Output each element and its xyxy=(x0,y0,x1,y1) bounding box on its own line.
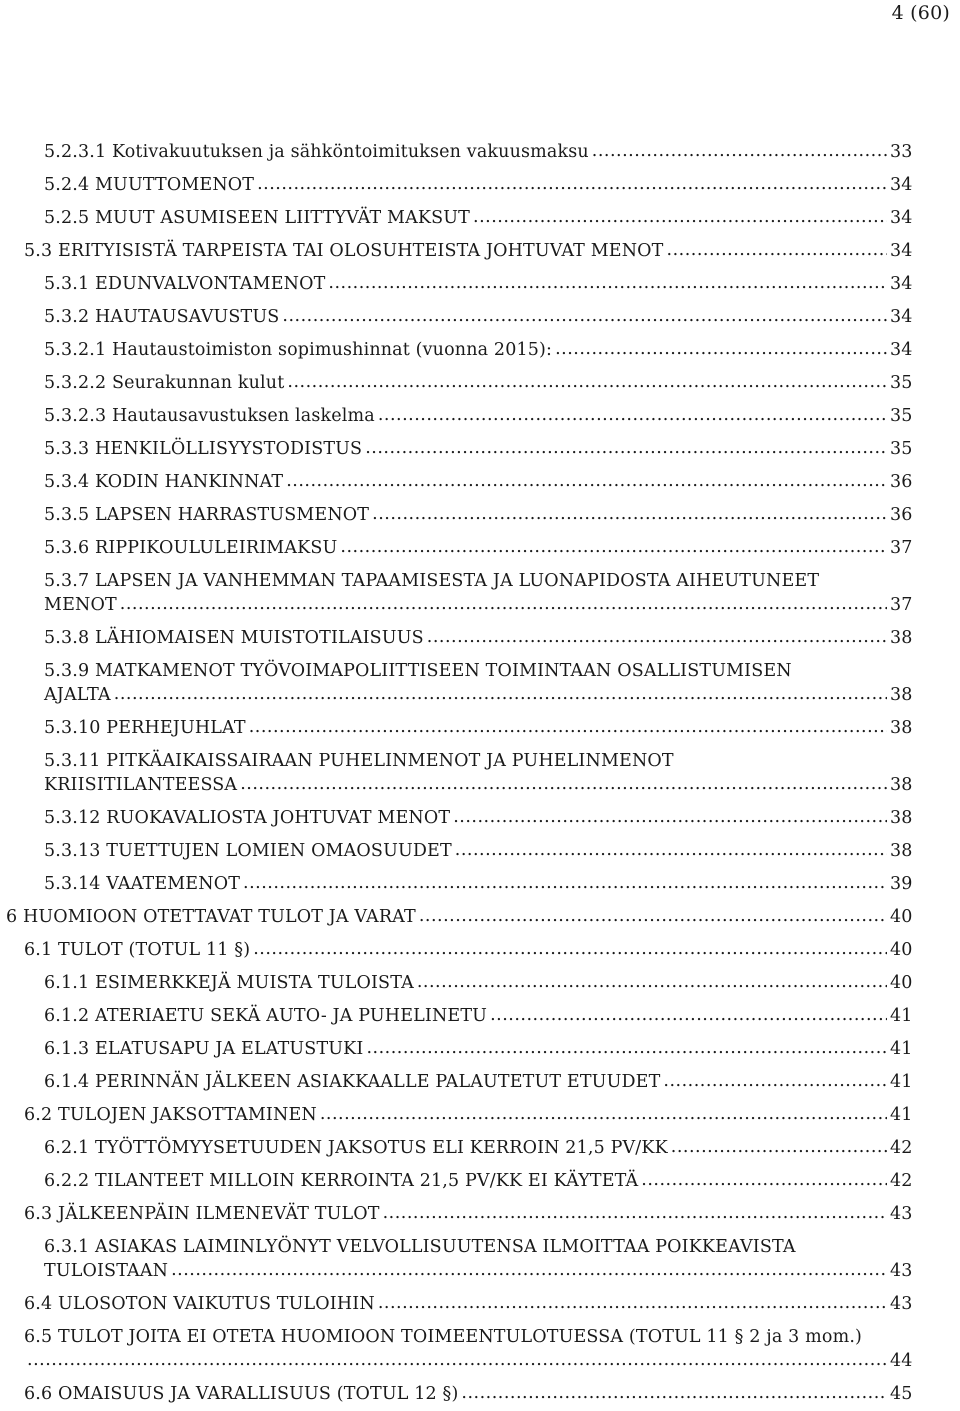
toc-entry-page: 38 xyxy=(890,775,913,795)
toc-entry[interactable] xyxy=(6,905,912,929)
toc-entry-title: 6.2.1 TYÖTTÖMYYSETUUDEN JAKSOTUS ELI KERROIN 21,5 PV/KK xyxy=(44,1138,668,1158)
toc-entry-page: 33 xyxy=(890,142,913,162)
dot-leader xyxy=(320,1102,887,1126)
dot-leader xyxy=(378,403,887,427)
toc-entry-page: 38 xyxy=(890,808,913,828)
toc-entry-title: 5.3.2.3 Hautausavustuksen laskelma xyxy=(44,406,375,426)
dot-leader xyxy=(243,871,887,895)
toc-entry-page: 43 xyxy=(890,1294,913,1314)
toc-entry-title: 5.2.4 MUUTTOMENOT xyxy=(44,175,255,195)
toc-entry-title: 6.3 JÄLKEENPÄIN ILMENEVÄT TULOT xyxy=(24,1204,380,1224)
toc-entry-page: 39 xyxy=(890,874,913,894)
toc-entry-title-continuation: TULOISTAAN xyxy=(44,1261,169,1281)
toc-entry-title: 5.3.6 RIPPIKOULULEIRIMAKSU xyxy=(44,538,338,558)
toc-entry-page: 40 xyxy=(890,940,913,960)
dot-leader xyxy=(592,139,887,163)
toc-entry[interactable] xyxy=(44,1169,912,1193)
dot-leader xyxy=(453,805,887,829)
toc-entry-title: 5.3.1 EDUNVALVONTAMENOT xyxy=(44,274,326,294)
dot-leader xyxy=(171,1258,887,1282)
dot-leader xyxy=(383,1201,887,1225)
dot-leader xyxy=(240,772,887,796)
toc-entry[interactable] xyxy=(24,1382,912,1406)
toc-entry[interactable] xyxy=(44,536,912,560)
toc-entry-title: 5.3 ERITYISISTÄ TARPEISTA TAI OLOSUHTEISTA JOHTUVAT MENOT xyxy=(24,241,664,261)
toc-entry[interactable] xyxy=(44,1004,912,1028)
dot-leader xyxy=(490,1003,887,1027)
toc-entry-title: 5.3.2 HAUTAUSAVUSTUS xyxy=(44,307,280,327)
toc-entry-page: 41 xyxy=(890,1072,913,1092)
toc-entry-title: 6.2 TULOJEN JAKSOTTAMINEN xyxy=(24,1105,317,1125)
toc-entry[interactable] xyxy=(44,971,912,995)
dot-leader xyxy=(427,625,887,649)
toc-entry[interactable] xyxy=(44,272,912,296)
toc-entry[interactable] xyxy=(24,938,912,962)
toc-entry[interactable] xyxy=(24,1292,912,1316)
toc-entry[interactable] xyxy=(44,569,912,617)
toc-entry-page: 38 xyxy=(890,685,913,705)
toc-entry[interactable] xyxy=(44,872,912,896)
toc-entry[interactable] xyxy=(44,206,912,230)
toc-entry-page: 34 xyxy=(890,175,913,195)
dot-leader xyxy=(417,970,887,994)
toc-entry-title: 6.1.2 ATERIAETU SEKÄ AUTO- JA PUHELINETU xyxy=(44,1006,488,1026)
toc-entry[interactable] xyxy=(44,140,912,164)
toc-entry-title: 6.1.4 PERINNÄN JÄLKEEN ASIAKKAALLE PALAUTETUT ETUUDET xyxy=(44,1072,661,1092)
toc-entry-page: 35 xyxy=(890,406,913,426)
toc-entry-page: 38 xyxy=(890,718,913,738)
dot-leader xyxy=(455,838,887,862)
toc-entry-title-continuation: AJALTA xyxy=(44,685,111,705)
toc-entry-page: 44 xyxy=(890,1351,913,1371)
toc-entry-title: 5.2.3.1 Kotivakuutuksen ja sähköntoimituksen vakuusmaksu xyxy=(44,142,589,162)
toc-entry-page: 38 xyxy=(890,841,913,861)
toc-entry-title: 5.3.10 PERHEJUHLAT xyxy=(44,718,246,738)
dot-leader xyxy=(120,592,887,616)
toc-entry-title: 5.3.5 LAPSEN HARRASTUSMENOT xyxy=(44,505,370,525)
dot-leader xyxy=(114,682,887,706)
toc-entry-page: 41 xyxy=(890,1105,913,1125)
dot-leader xyxy=(282,304,887,328)
toc-entry-title: 6.1.3 ELATUSAPU JA ELATUSTUKI xyxy=(44,1039,364,1059)
toc-entry-page: 43 xyxy=(890,1204,913,1224)
toc-entry[interactable] xyxy=(44,626,912,650)
toc-entry[interactable] xyxy=(44,437,912,461)
toc-entry[interactable] xyxy=(24,1103,912,1127)
toc-entry-page: 37 xyxy=(890,538,913,558)
toc-entry-title: 6 HUOMIOON OTETTAVAT TULOT JA VARAT xyxy=(6,907,416,927)
toc-entry[interactable] xyxy=(44,503,912,527)
dot-leader xyxy=(378,1291,887,1315)
toc-entry[interactable] xyxy=(44,1070,912,1094)
toc-entry-page: 43 xyxy=(890,1261,913,1281)
dot-leader xyxy=(366,1036,887,1060)
toc-entry[interactable] xyxy=(44,1235,912,1283)
dot-leader xyxy=(473,205,887,229)
dot-leader xyxy=(249,715,887,739)
toc-entry-title: 6.5 TULOT JOITA EI OTETA HUOMIOON TOIMEENTULOTUESSA (TOTUL 11 § 2 ja 3 mom.) xyxy=(24,1327,863,1347)
toc-entry-page: 34 xyxy=(890,274,913,294)
toc-entry-title-continuation: MENOT xyxy=(44,595,117,615)
toc-entry-title: 5.3.7 LAPSEN JA VANHEMMAN TAPAAMISESTA JA LUONAPIDOSTA AIHEUTUNEET xyxy=(44,571,820,591)
toc-entry[interactable] xyxy=(44,470,912,494)
toc-entry-title: 5.3.4 KODIN HANKINNAT xyxy=(44,472,284,492)
dot-leader xyxy=(372,502,887,526)
toc-entry-page: 38 xyxy=(890,628,913,648)
toc-entry-title: 5.3.2.2 Seurakunnan kulut xyxy=(44,373,285,393)
toc-entry-page: 45 xyxy=(890,1384,913,1404)
toc-entry[interactable] xyxy=(44,749,912,797)
toc-entry-page: 36 xyxy=(890,472,913,492)
dot-leader xyxy=(555,337,887,361)
toc-entry-page: 41 xyxy=(890,1039,913,1059)
toc-entry-page: 42 xyxy=(890,1171,913,1191)
toc-entry-page: 35 xyxy=(890,373,913,393)
toc-entry[interactable] xyxy=(44,806,912,830)
toc-entry-title: 5.3.12 RUOKAVALIOSTA JOHTUVAT MENOT xyxy=(44,808,451,828)
toc-entry-title: 5.3.2.1 Hautaustoimiston sopimushinnat (vuonna 2015): xyxy=(44,340,553,360)
toc-entry-page: 42 xyxy=(890,1138,913,1158)
page-number: 4 (60) xyxy=(891,2,950,24)
dot-leader xyxy=(340,535,887,559)
dot-leader xyxy=(663,1069,887,1093)
toc-entry-page: 36 xyxy=(890,505,913,525)
toc-entry-title: 5.2.5 MUUT ASUMISEEN LIITTYVÄT MAKSUT xyxy=(44,208,470,228)
toc-entry-page: 34 xyxy=(890,307,913,327)
dot-leader xyxy=(257,172,887,196)
dot-leader xyxy=(253,937,887,961)
toc-entry-page: 35 xyxy=(890,439,913,459)
dot-leader xyxy=(287,370,887,394)
toc-entry-title: 6.4 ULOSOTON VAIKUTUS TULOIHIN xyxy=(24,1294,375,1314)
toc-entry[interactable] xyxy=(44,1037,912,1061)
toc-entry-title: 6.3.1 ASIAKAS LAIMINLYÖNYT VELVOLLISUUTENSA ILMOITTAA POIKKEAVISTA xyxy=(44,1237,796,1257)
toc-entry-page: 40 xyxy=(890,973,913,993)
toc-entry-page: 34 xyxy=(890,208,913,228)
dot-leader xyxy=(27,1348,887,1372)
toc-entry-title: 5.3.11 PITKÄAIKAISSAIRAAN PUHELINMENOT JA PUHELINMENOT xyxy=(44,751,674,771)
toc-entry-title: 5.3.8 LÄHIOMAISEN MUISTOTILAISUUS xyxy=(44,628,424,648)
toc-entry-title: 6.1.1 ESIMERKKEJÄ MUISTA TULOISTA xyxy=(44,973,414,993)
toc-entry[interactable] xyxy=(44,1136,912,1160)
toc-entry-title: 5.3.13 TUETTUJEN LOMIEN OMAOSUUDET xyxy=(44,841,452,861)
toc-entry[interactable] xyxy=(44,404,912,428)
dot-leader xyxy=(461,1381,887,1405)
toc-entry[interactable] xyxy=(44,839,912,863)
toc-entry[interactable] xyxy=(24,1325,912,1373)
toc-entry-page: 37 xyxy=(890,595,913,615)
toc-entry[interactable] xyxy=(44,659,912,707)
dot-leader xyxy=(641,1168,887,1192)
dot-leader xyxy=(671,1135,887,1159)
toc-entry-title: 6.2.2 TILANTEET MILLOIN KERROINTA 21,5 PV/KK EI KÄYTETÄ xyxy=(44,1171,639,1191)
toc-entry[interactable] xyxy=(44,338,912,362)
toc-entry-title-continuation: KRIISITILANTEESSA xyxy=(44,775,238,795)
toc-entry-page: 34 xyxy=(890,241,913,261)
toc-entry-title: 5.3.9 MATKAMENOT TYÖVOIMAPOLIITTISEEN TOIMINTAAN OSALLISTUMISEN xyxy=(44,661,792,681)
toc-entry[interactable] xyxy=(44,305,912,329)
toc-entry-page: 40 xyxy=(890,907,913,927)
dot-leader xyxy=(667,238,888,262)
toc-entry[interactable] xyxy=(24,239,912,263)
dot-leader xyxy=(286,469,887,493)
toc-entry[interactable] xyxy=(44,173,912,197)
toc-entry-title: 6.1 TULOT (TOTUL 11 §) xyxy=(24,940,251,960)
dot-leader xyxy=(419,904,887,928)
toc-entry[interactable] xyxy=(44,716,912,740)
toc-entry-page: 34 xyxy=(890,340,913,360)
toc-entry-title: 5.3.14 VAATEMENOT xyxy=(44,874,241,894)
toc-entry-page: 41 xyxy=(890,1006,913,1026)
toc-entry[interactable] xyxy=(24,1202,912,1226)
dot-leader xyxy=(365,436,887,460)
toc-entry-title: 5.3.3 HENKILÖLLISYYSTODISTUS xyxy=(44,439,363,459)
toc-entry[interactable] xyxy=(44,371,912,395)
toc-entry-title: 6.6 OMAISUUS JA VARALLISUUS (TOTUL 12 §) xyxy=(24,1384,459,1404)
dot-leader xyxy=(328,271,887,295)
